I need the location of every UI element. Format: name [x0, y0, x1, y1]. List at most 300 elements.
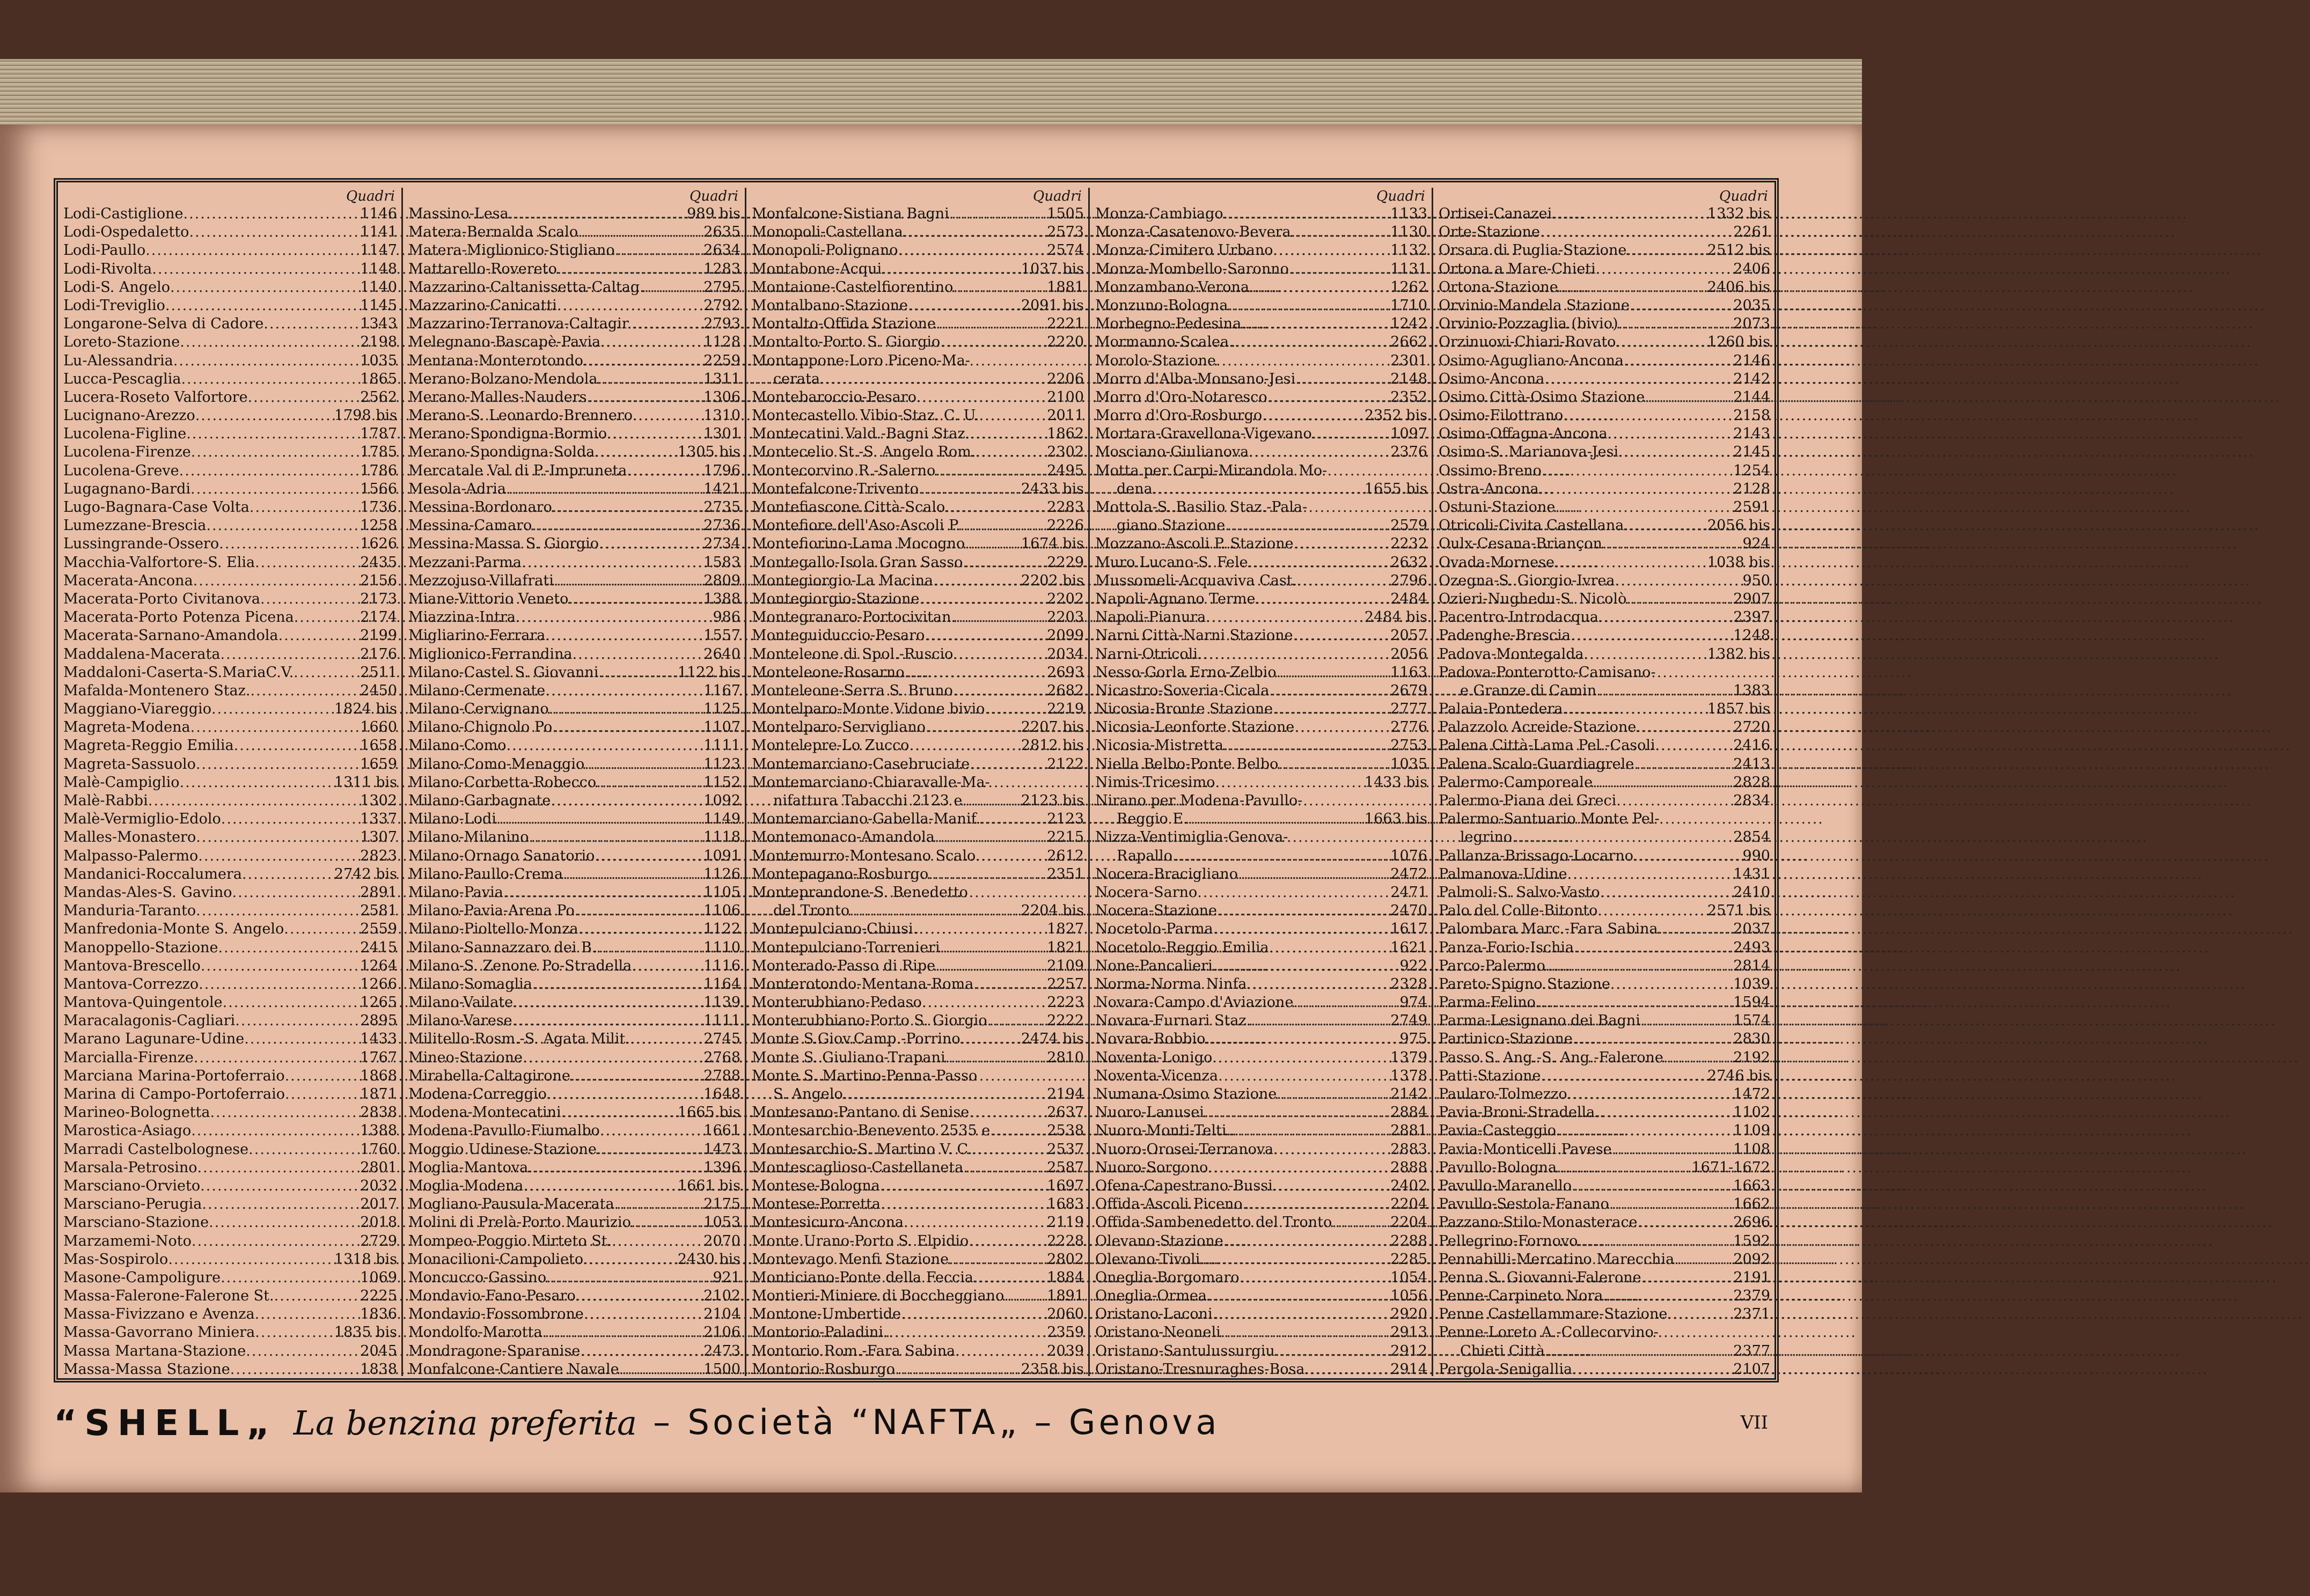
route-name: Parma-Lesignano dei Bagni — [1439, 1012, 1640, 1029]
table-reference: 1583 — [703, 554, 740, 571]
table-reference: 1379 — [1390, 1049, 1427, 1066]
route-name: None-Pancalieri — [1095, 957, 1213, 974]
table-reference: 1621 — [1390, 939, 1427, 956]
index-entry — [1439, 1012, 1770, 1030]
table-reference: 1658 — [360, 737, 397, 754]
leader-dots — [597, 1141, 700, 1159]
table-reference: 2662 — [1390, 334, 1427, 351]
route-name: Milano-Ornago Sanatorio — [408, 847, 595, 864]
table-reference: 1091 — [703, 847, 740, 864]
index-entry — [1439, 407, 1770, 425]
route-name: Norma-Norma Ninfa — [1095, 975, 1247, 992]
route-name: Partinico-Stazione — [1439, 1031, 1573, 1048]
index-entry — [63, 498, 397, 517]
index-entry — [63, 278, 397, 297]
leader-dots — [607, 425, 700, 443]
leader-dots — [248, 1141, 357, 1159]
route-name: Milano-Varese — [408, 1012, 512, 1029]
leader-dots — [1557, 1159, 1688, 1177]
route-name: Motta per Carpi-Mirandola Mo- — [1095, 462, 1328, 479]
table-reference: 2838 — [360, 1104, 397, 1121]
leader-dots — [619, 1360, 701, 1379]
route-name: Pennabilli-Mercatino Marecchia — [1439, 1251, 1675, 1268]
table-reference: 1836 — [360, 1306, 397, 1323]
route-name: Montalto-Offida Stazione — [752, 315, 936, 333]
leader-dots — [1225, 517, 1387, 535]
leader-dots — [285, 1067, 357, 1085]
route-name: Macchia-Valfortore-S. Elia — [63, 554, 255, 571]
route-name: Milano-Lodi — [408, 811, 496, 828]
table-reference: 2359 — [1047, 1324, 1084, 1341]
table-reference: 2571 bis — [1707, 902, 1770, 920]
route-name: Maggiano-Viareggio — [63, 701, 211, 718]
leader-dots — [1213, 920, 1388, 938]
leader-dots — [180, 333, 357, 351]
route-name: Montefiascone Città-Scalo — [752, 499, 945, 516]
table-reference: 1697 — [1047, 1177, 1084, 1194]
index-entry — [1439, 462, 1770, 480]
route-name: Monopoli-Castellana — [752, 224, 903, 241]
index-entry — [752, 682, 1084, 700]
leader-dots — [936, 315, 1044, 333]
leader-dots — [223, 994, 357, 1012]
index-entry — [408, 1049, 740, 1067]
route-name: Oulx-Cesana-Briançon — [1439, 535, 1602, 553]
table-reference: 1152 — [703, 774, 740, 791]
route-name: Moggio Udinese-Stazione — [408, 1141, 597, 1158]
route-name: Nocera-Sarno — [1095, 884, 1198, 901]
route-name: Messina-Bordonaro — [408, 499, 552, 516]
leader-dots — [926, 718, 1018, 737]
leader-dots — [1618, 443, 1730, 461]
leader-dots — [922, 994, 1044, 1012]
leader-dots — [598, 664, 674, 682]
leader-dots — [1312, 425, 1388, 443]
leader-dots — [522, 554, 700, 572]
table-reference: 1149 — [703, 811, 740, 828]
table-reference: 1140 — [360, 278, 397, 296]
route-name: Montorio Rom.-Fara Sabina — [752, 1342, 956, 1359]
table-reference: 2225 — [360, 1288, 397, 1305]
route-name: Nicastro-Soveria-Cicala — [1095, 682, 1270, 699]
table-reference: 1500 — [703, 1360, 740, 1378]
route-name: Mortara-Gravellona-Vigevano — [1095, 425, 1312, 443]
table-reference: 2203 — [1047, 609, 1084, 626]
index-entry — [1095, 1159, 1427, 1177]
route-name: Mormanno-Scalea — [1095, 334, 1229, 351]
index-entry — [63, 388, 397, 407]
leader-dots — [979, 407, 1044, 425]
leader-dots — [969, 1104, 1044, 1122]
route-name: Miglionico-Ferrandina — [408, 645, 573, 663]
index-entry — [752, 1342, 1084, 1360]
table-reference: 2302 — [1047, 444, 1084, 461]
index-entry — [408, 572, 740, 590]
index-entry — [63, 480, 397, 498]
table-reference: 1302 — [360, 792, 397, 809]
index-entry — [63, 352, 397, 370]
leader-dots — [274, 1287, 357, 1305]
route-name: Montemurro-Montesano Scalo — [752, 847, 976, 864]
table-reference: 2175 — [703, 1196, 740, 1213]
index-entry — [408, 902, 740, 920]
leader-dots — [615, 241, 701, 260]
table-reference: 1655 bis — [1364, 480, 1427, 497]
index-entry — [408, 1177, 740, 1195]
leader-dots — [1227, 1122, 1388, 1140]
leader-dots — [1663, 1049, 1730, 1067]
index-column-4 — [1088, 188, 1432, 1376]
leader-dots — [234, 737, 357, 755]
leader-dots — [552, 718, 700, 737]
route-name: Parma-Felino — [1439, 994, 1536, 1011]
route-name: Moglia-Modena — [408, 1177, 524, 1194]
index-entry — [63, 1030, 397, 1048]
index-entry — [1439, 700, 1770, 718]
route-name: Manfredonia-Monte S. Angelo — [63, 921, 284, 938]
table-reference: 1433 bis — [1364, 774, 1427, 791]
index-entry — [63, 627, 397, 645]
index-entry — [752, 975, 1084, 994]
route-name: Parco-Palermo — [1439, 957, 1545, 974]
index-entry — [1439, 865, 1770, 884]
index-entry — [63, 1213, 397, 1232]
table-reference: 1037 bis — [1021, 260, 1084, 277]
leader-dots — [575, 902, 701, 920]
leader-dots — [1596, 682, 1730, 700]
index-entry — [752, 664, 1084, 682]
table-reference: 2413 — [1733, 755, 1770, 773]
route-name: Milano-Pavia — [408, 884, 503, 901]
index-entry — [408, 443, 740, 461]
leader-dots — [194, 1049, 357, 1067]
route-name: Marano Lagunare-Udine — [63, 1031, 245, 1048]
table-reference: 921 — [713, 1269, 740, 1286]
route-name: Milano-Como-Menaggio — [408, 755, 585, 773]
table-reference: 1796 — [703, 462, 740, 479]
table-reference: 2776 — [1390, 719, 1427, 736]
table-reference: 2913 — [1390, 1324, 1427, 1341]
table-reference: 2104 — [703, 1306, 740, 1323]
table-reference: 2736 — [703, 517, 740, 534]
route-name: Migliarino-Ferrara — [408, 627, 546, 644]
index-entry — [408, 1232, 740, 1251]
index-entry — [752, 388, 1084, 407]
route-name: Narni Città-Narni Stazione — [1095, 627, 1293, 644]
leader-dots — [1216, 352, 1387, 370]
index-entry — [63, 205, 397, 223]
route-name: Montemonaco-Amandola — [752, 829, 935, 846]
index-entry — [752, 297, 1084, 315]
route-name: Morro d'Oro-Notaresco — [1095, 388, 1267, 406]
index-entry — [1095, 1141, 1427, 1159]
leader-dots — [1241, 315, 1387, 333]
route-name: Lodi-Rivolta — [63, 260, 152, 277]
index-entry — [408, 627, 740, 645]
leader-dots — [1567, 865, 1730, 884]
leader-dots — [1610, 975, 1730, 994]
leader-dots — [1200, 1251, 1387, 1269]
leader-dots — [532, 517, 700, 535]
route-name: Nocera-Stazione — [1095, 902, 1218, 920]
index-entry — [1439, 664, 1770, 682]
table-reference: 1141 — [360, 224, 397, 241]
leader-dots — [173, 352, 357, 370]
leader-dots — [928, 865, 1044, 884]
leader-dots — [1273, 1141, 1387, 1159]
table-reference: 2158 — [1733, 407, 1770, 424]
table-reference: 1871 — [360, 1086, 397, 1102]
route-name: Monterubbiano-Pedaso — [752, 994, 922, 1011]
leader-dots — [246, 1342, 357, 1360]
index-entry — [63, 994, 397, 1012]
leader-dots — [1249, 278, 1387, 297]
table-reference: 1318 bis — [334, 1251, 397, 1268]
route-name: Padova-Montegalda — [1439, 645, 1584, 663]
leader-dots — [632, 957, 700, 975]
route-name: dena — [1117, 480, 1153, 497]
index-entry — [1095, 1067, 1427, 1085]
route-name: Montegallo-Isola Gran Sasso — [752, 554, 963, 571]
index-entry — [1095, 792, 1427, 810]
route-name: Mas-Sospirolo — [63, 1251, 168, 1268]
leader-dots — [1554, 554, 1704, 572]
table-reference: 2142 — [1733, 370, 1770, 387]
table-reference: 974 — [1399, 994, 1427, 1011]
route-name: Montelparo-Servigliano — [752, 719, 926, 736]
table-reference: 2352 bis — [1364, 407, 1427, 424]
index-entry — [408, 920, 740, 938]
index-entry — [1439, 1030, 1770, 1048]
route-name: Lucolena-Figline — [63, 425, 187, 443]
leader-dots — [552, 498, 701, 517]
index-entry — [1439, 975, 1770, 994]
route-name: Novara-Furnari Staz. — [1095, 1012, 1251, 1029]
table-reference: 1107 — [703, 719, 740, 736]
leader-dots — [1536, 994, 1730, 1012]
leader-dots — [568, 590, 700, 608]
leader-dots — [1638, 1213, 1730, 1232]
route-name: Montappone-Loro Piceno-Ma- — [752, 352, 971, 369]
index-entry — [1095, 1177, 1427, 1195]
index-entry — [1439, 627, 1770, 645]
route-name: Maddaloni-Caserta-S.MariaC.V. — [63, 664, 294, 681]
index-entry — [752, 1232, 1084, 1251]
index-entry — [408, 884, 740, 902]
index-entry — [1095, 828, 1427, 847]
leader-dots — [956, 608, 1044, 627]
route-name: Morolo-Stazione — [1095, 352, 1216, 369]
route-name: Orzinuovi-Chiari-Rovato — [1439, 334, 1616, 351]
route-name: Novara-Robbio — [1095, 1031, 1206, 1048]
table-reference: 1126 — [703, 865, 740, 882]
index-entry — [408, 975, 740, 994]
leader-dots — [849, 902, 1018, 920]
route-name: Nicosia-Mistretta — [1095, 737, 1224, 754]
table-reference: 2109 — [1047, 957, 1084, 974]
index-entry — [1095, 847, 1427, 865]
route-name: Montaione-Castelfiorentino — [752, 278, 954, 296]
table-reference: 2830 — [1733, 1031, 1770, 1048]
table-reference: 1146 — [360, 205, 397, 222]
leader-dots — [935, 462, 1044, 480]
index-entry — [752, 572, 1084, 590]
index-entry — [1439, 1287, 1770, 1305]
table-reference: 2351 — [1047, 865, 1084, 882]
route-name: Ossimo-Breno — [1439, 462, 1542, 479]
table-reference: 2035 — [1733, 297, 1770, 314]
leader-dots — [973, 975, 1044, 994]
leader-dots — [1555, 498, 1730, 517]
route-name: Macerata-Sarnano-Amandola — [63, 627, 278, 644]
leader-dots — [250, 682, 357, 700]
route-name: Mezzojuso-Villafrati — [408, 572, 554, 589]
table-reference: 1865 — [360, 370, 397, 387]
route-name: Macerata-Porto Civitanova — [63, 590, 260, 607]
table-reference: 2301 — [1390, 352, 1427, 369]
leader-dots — [1674, 1251, 1730, 1269]
leader-dots — [573, 645, 701, 664]
index-entry — [408, 1104, 740, 1122]
table-reference: 1617 — [1390, 921, 1427, 938]
leader-dots — [599, 535, 700, 553]
index-entry — [752, 517, 1084, 535]
leader-dots — [516, 608, 709, 627]
index-entry — [752, 241, 1084, 260]
route-name: Nocetolo-Parma — [1095, 921, 1213, 938]
table-reference: 1266 — [360, 975, 397, 992]
route-name: Macerata-Porto Potenza Picena — [63, 609, 294, 626]
route-name: Monteleone-Rosarno — [752, 664, 905, 681]
route-name: Pacentro-Introdacqua — [1439, 609, 1599, 626]
route-name: Olevano-Stazione — [1095, 1232, 1223, 1249]
table-reference: 2011 — [1047, 407, 1084, 424]
route-name: Marsala-Petrosino — [63, 1159, 197, 1176]
index-entry — [752, 627, 1084, 645]
table-reference: 1148 — [360, 260, 397, 277]
index-entry — [63, 700, 397, 718]
route-name: Palmoli-S. Salvo-Vasto — [1439, 884, 1600, 901]
leader-dots — [1655, 737, 1730, 755]
index-entry — [1439, 718, 1770, 737]
leader-dots — [294, 664, 357, 682]
leader-dots — [496, 810, 700, 828]
index-entry — [63, 370, 397, 388]
leader-dots — [260, 590, 357, 608]
table-reference: 2148 — [1390, 370, 1427, 387]
route-name: Massa-Massa Stazione — [63, 1360, 230, 1378]
table-reference: 2473 — [703, 1342, 740, 1359]
route-name: giano Stazione — [1117, 517, 1226, 534]
leader-dots — [820, 370, 1044, 388]
index-entry — [752, 1030, 1084, 1048]
table-reference: 2122 — [1047, 755, 1084, 773]
leader-dots — [523, 1049, 700, 1067]
leader-dots — [1004, 1287, 1044, 1305]
index-entry — [63, 260, 397, 278]
index-entry — [1095, 920, 1427, 938]
route-name: Monterotondo-Mentana-Roma — [752, 975, 974, 992]
index-entry — [1439, 774, 1770, 792]
route-name: Panza-Forio-Ischia — [1439, 939, 1574, 956]
index-entry — [752, 957, 1084, 975]
index-entry — [1095, 205, 1427, 223]
index-entry — [63, 590, 397, 608]
table-reference: 2435 — [360, 554, 397, 571]
route-name: Monfalcone-Sistiana Bagni — [752, 205, 949, 222]
advertisement-footer — [54, 1399, 1779, 1447]
route-name: Mozzano-Ascoli P. Stazione — [1095, 535, 1294, 553]
index-entry — [752, 645, 1084, 664]
table-reference: 1164 — [703, 975, 740, 992]
route-name: Ovada-Mornese — [1439, 554, 1554, 571]
route-name: Monzambano-Verona — [1095, 278, 1250, 296]
route-name: Lucolena-Greve — [63, 462, 179, 479]
route-name: Monterado-Passo di Ripe — [752, 957, 936, 974]
index-entry — [752, 1122, 1084, 1140]
table-reference: 2823 — [360, 847, 397, 864]
route-name: Malè-Rabbi — [63, 792, 148, 809]
table-reference: 2039 — [1047, 1342, 1084, 1359]
table-reference: 1786 — [360, 462, 397, 479]
route-name: Masone-Campoligure — [63, 1269, 221, 1286]
route-name: Ortona a Mare-Chieti — [1439, 260, 1596, 277]
table-reference: 2204 bis — [1021, 902, 1084, 920]
index-entry — [1095, 260, 1427, 278]
index-entry — [1095, 1360, 1427, 1379]
route-name: Marsciano-Perugia — [63, 1196, 202, 1213]
leader-dots — [630, 1030, 700, 1048]
table-reference: 1038 bis — [1707, 554, 1770, 571]
leader-dots — [1593, 774, 1730, 792]
index-entry — [1095, 608, 1427, 627]
table-reference: 2202 — [1047, 590, 1084, 607]
index-entry — [1095, 810, 1427, 828]
route-name: Messina-Camaro — [408, 517, 532, 534]
leader-dots — [235, 1012, 357, 1030]
index-entry — [1439, 260, 1770, 278]
route-name: Offida-Sambenedetto del Tronto — [1095, 1214, 1332, 1231]
index-entry — [752, 1159, 1084, 1177]
leader-dots — [987, 1012, 1044, 1030]
index-entry — [752, 315, 1084, 333]
route-name: Montegiorgio-La Macina — [752, 572, 934, 589]
leader-dots — [1223, 737, 1387, 755]
leader-dots — [1608, 425, 1730, 443]
route-name: Magreta-Modena — [63, 719, 190, 736]
index-entry — [63, 1232, 397, 1251]
leader-dots — [1291, 223, 1388, 241]
route-name: Lodi-Castiglione — [63, 205, 184, 222]
leader-dots — [165, 297, 357, 315]
table-reference: 950 — [1742, 572, 1770, 589]
index-entry — [1095, 1323, 1427, 1342]
leader-dots — [972, 1141, 1044, 1159]
index-entry — [63, 1269, 397, 1287]
index-entry — [63, 535, 397, 553]
route-name: Mattarello-Rovereto — [408, 260, 557, 277]
leader-dots — [881, 1195, 1044, 1213]
index-entry — [408, 1213, 740, 1232]
index-entry — [752, 1360, 1084, 1379]
leader-dots — [1275, 1342, 1387, 1360]
index-entry — [752, 205, 1084, 223]
index-entry — [1439, 223, 1770, 241]
table-reference: 989 bis — [687, 205, 740, 222]
index-entry — [408, 535, 740, 553]
index-entry — [752, 590, 1084, 608]
table-reference: 1566 — [360, 480, 397, 497]
